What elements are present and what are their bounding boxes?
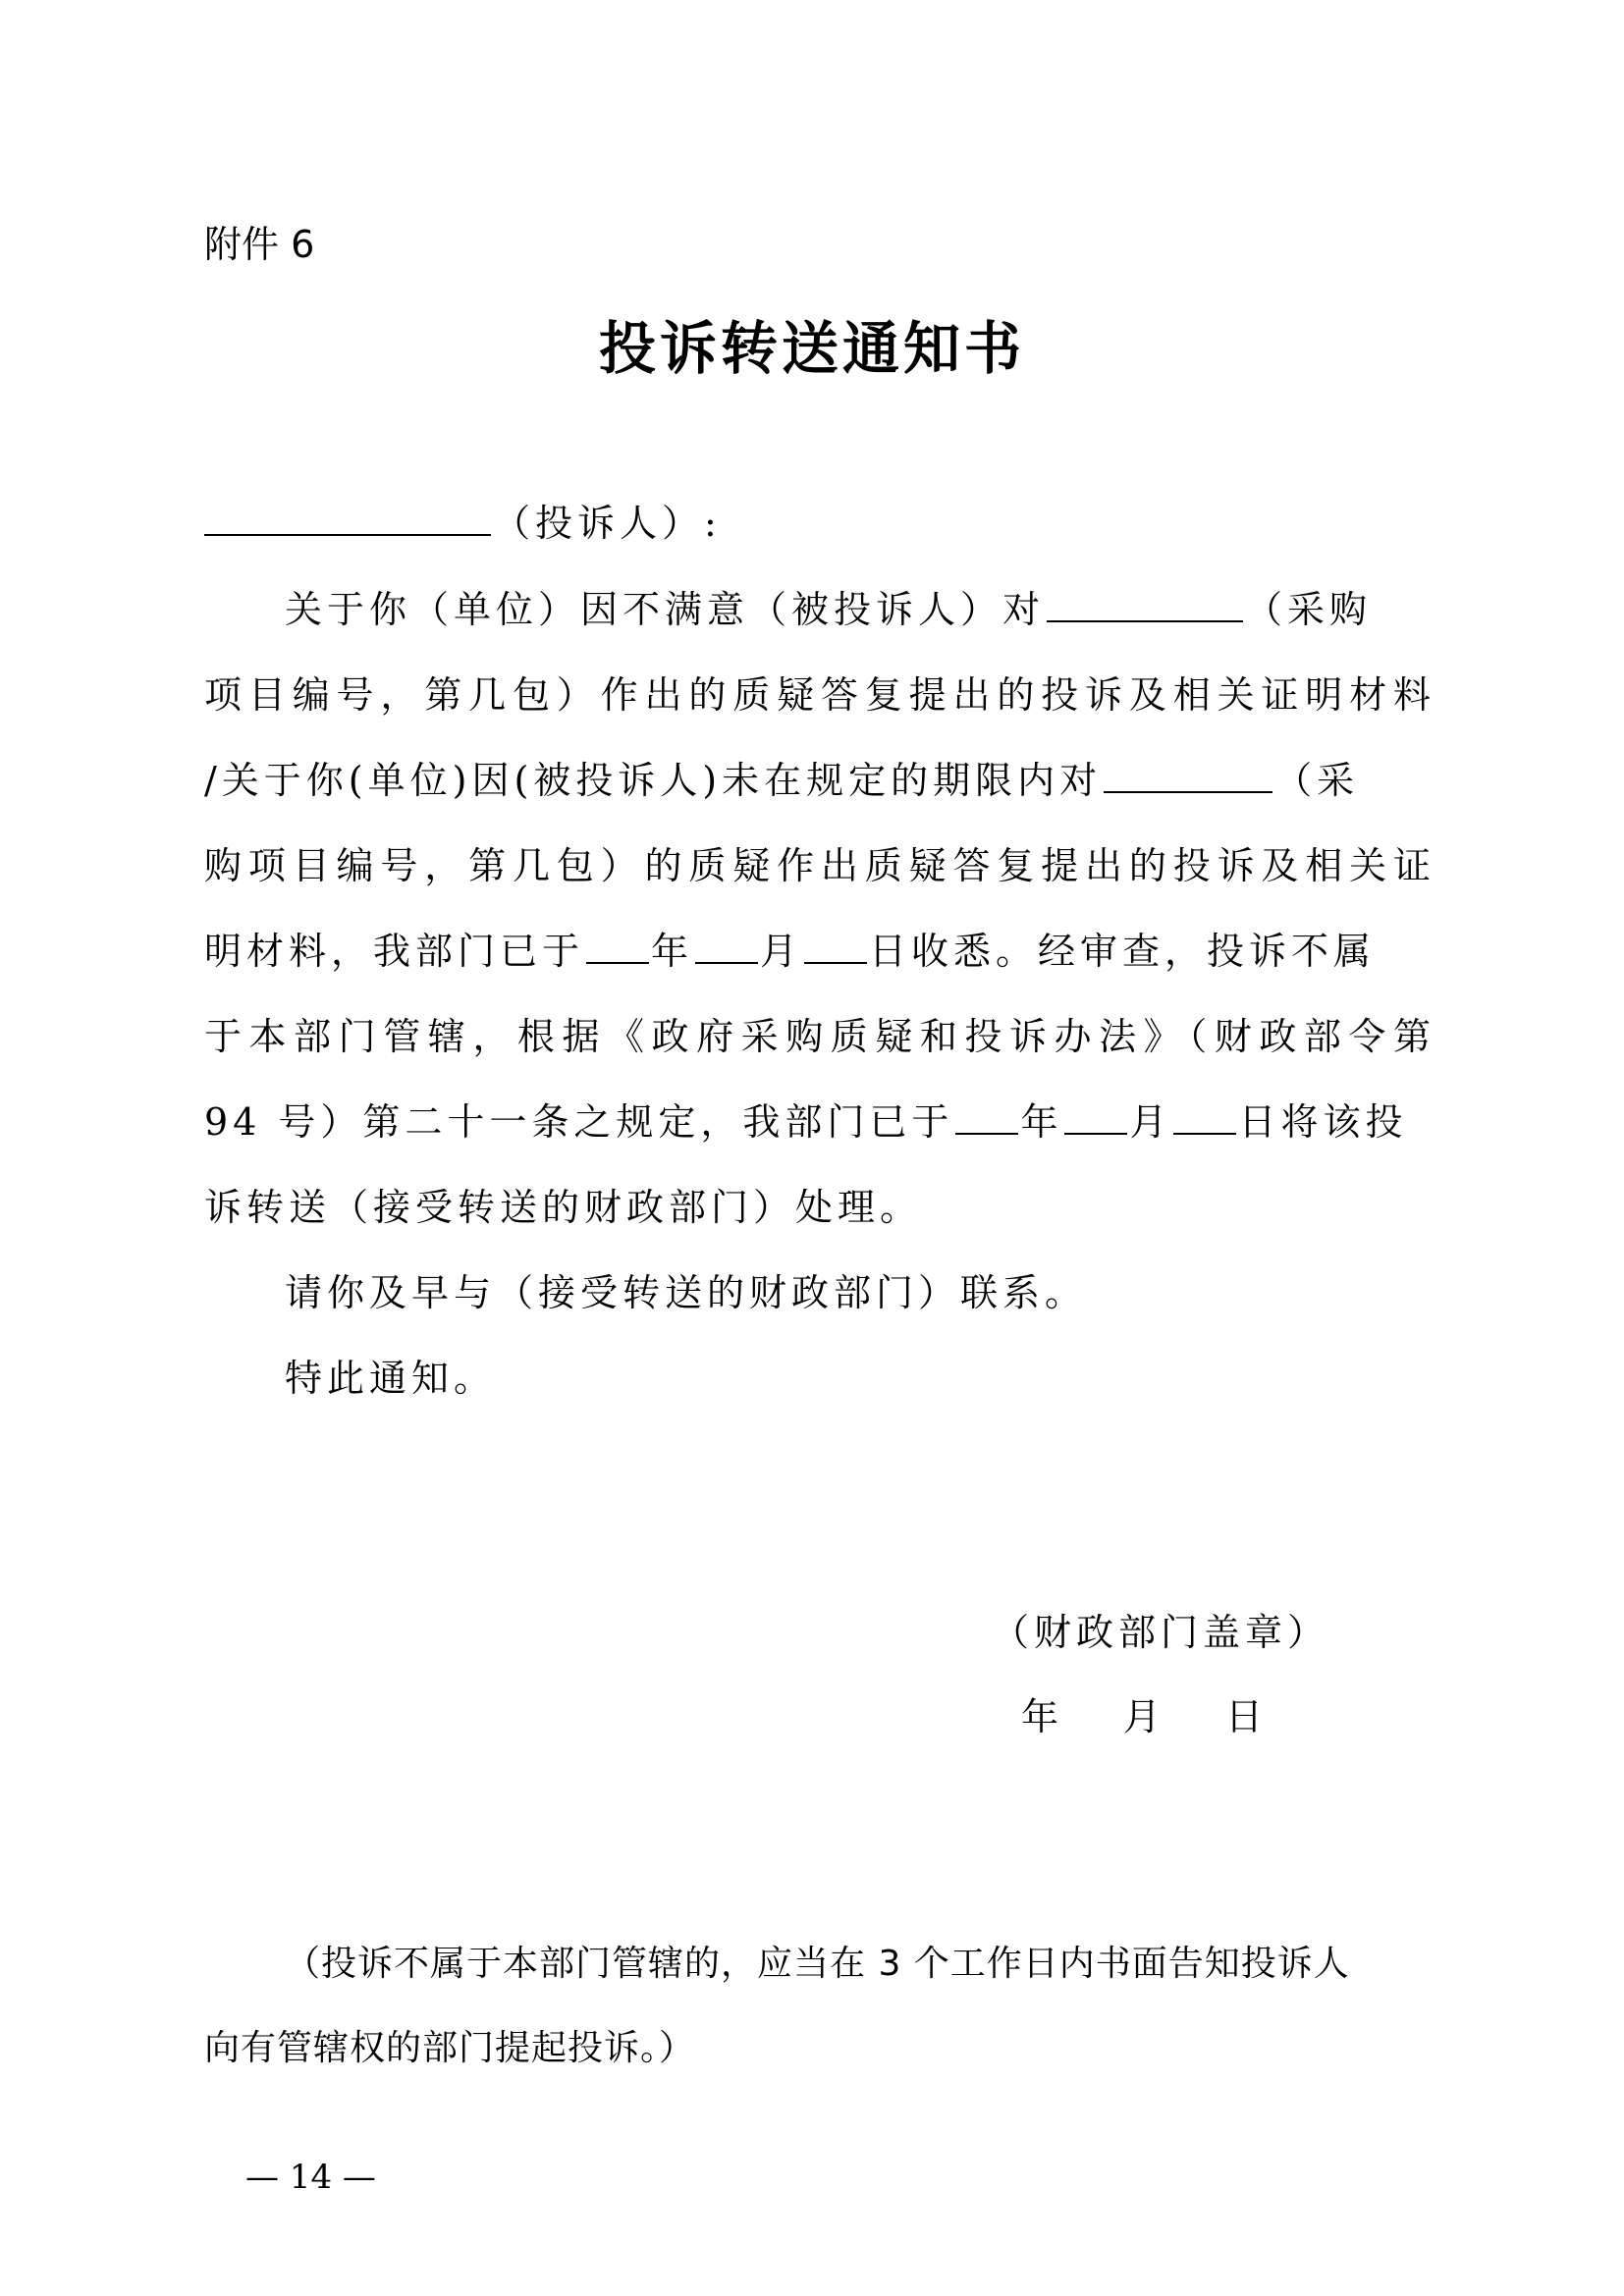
signature-date <box>1021 1686 1263 1740</box>
para1-line8: 诉转送（接受转送的财政部门）处理。 <box>204 1186 923 1229</box>
received-date-suffix: 日收悉。经审查，投诉不属 <box>869 930 1377 973</box>
para1-line2: 项目编号，第几包）作出的质疑答复提出的投诉及相关证明材料 <box>204 673 1435 717</box>
para1-line3-text: /关于你(单位)因(被投诉人)未在规定的期限内对 <box>204 759 1103 802</box>
received-month-label: 月 <box>760 930 803 973</box>
note-line1: （投诉不属于本部门管辖的，应当在 3 个工作日内书面告知投诉人 <box>285 1944 1350 1984</box>
transfer-date-prefix: 94 号）第二十一条之规定，我部门已于 <box>204 1100 954 1144</box>
sign-year: 年 <box>1021 1695 1059 1738</box>
received-day-blank <box>804 961 867 964</box>
transfer-month-label: 月 <box>1129 1100 1172 1144</box>
received-date-prefix: 明材料，我部门已于 <box>204 930 585 973</box>
para1-line1 <box>285 579 1372 633</box>
received-month-blank <box>695 961 758 964</box>
contact-paragraph: 请你及早与（接受转送的财政部门）联系。 <box>285 1271 1088 1314</box>
para1-line1-tail: （采购 <box>1245 588 1373 631</box>
transfer-year-label: 年 <box>1020 1100 1063 1144</box>
attachment-label: 附件 6 <box>204 223 315 266</box>
addressee-suffix: （投诉人）: <box>493 502 722 545</box>
para1-line3-tail: （采 <box>1274 759 1360 802</box>
document-title: 投诉转送通知书 <box>598 315 1025 382</box>
page-number: — 14 — <box>245 2158 376 2197</box>
para1-line6: 于本部门管辖，根据《政府采购质疑和投诉办法》（财政部令第 <box>204 1015 1435 1058</box>
received-year-blank <box>586 961 649 964</box>
sign-day: 日 <box>1225 1695 1264 1738</box>
para1-line3 <box>204 750 1359 804</box>
project-blank-2 <box>1104 790 1272 793</box>
para1-line5 <box>204 921 1376 975</box>
received-year-label: 年 <box>651 930 694 973</box>
complainant-blank <box>204 533 491 536</box>
transfer-day-blank <box>1173 1132 1236 1135</box>
note-line2: 向有管辖权的部门提起投诉。） <box>204 2028 696 2068</box>
sign-month: 月 <box>1123 1695 1162 1738</box>
seal-label: （财政部门盖章） <box>992 1611 1330 1654</box>
project-blank-1 <box>1047 619 1243 622</box>
transfer-month-blank <box>1064 1132 1127 1135</box>
transfer-date-suffix: 日将该投 <box>1238 1100 1408 1144</box>
para1-line1-text: 关于你（单位）因不满意（被投诉人）对 <box>285 588 1046 631</box>
para1-line4: 购项目编号，第几包）的质疑作出质疑答复提出的投诉及相关证 <box>204 844 1435 887</box>
addressee-line <box>204 493 722 547</box>
transfer-year-blank <box>955 1132 1018 1135</box>
notice-closing: 特此通知。 <box>285 1357 497 1400</box>
para1-line7 <box>204 1092 1407 1146</box>
